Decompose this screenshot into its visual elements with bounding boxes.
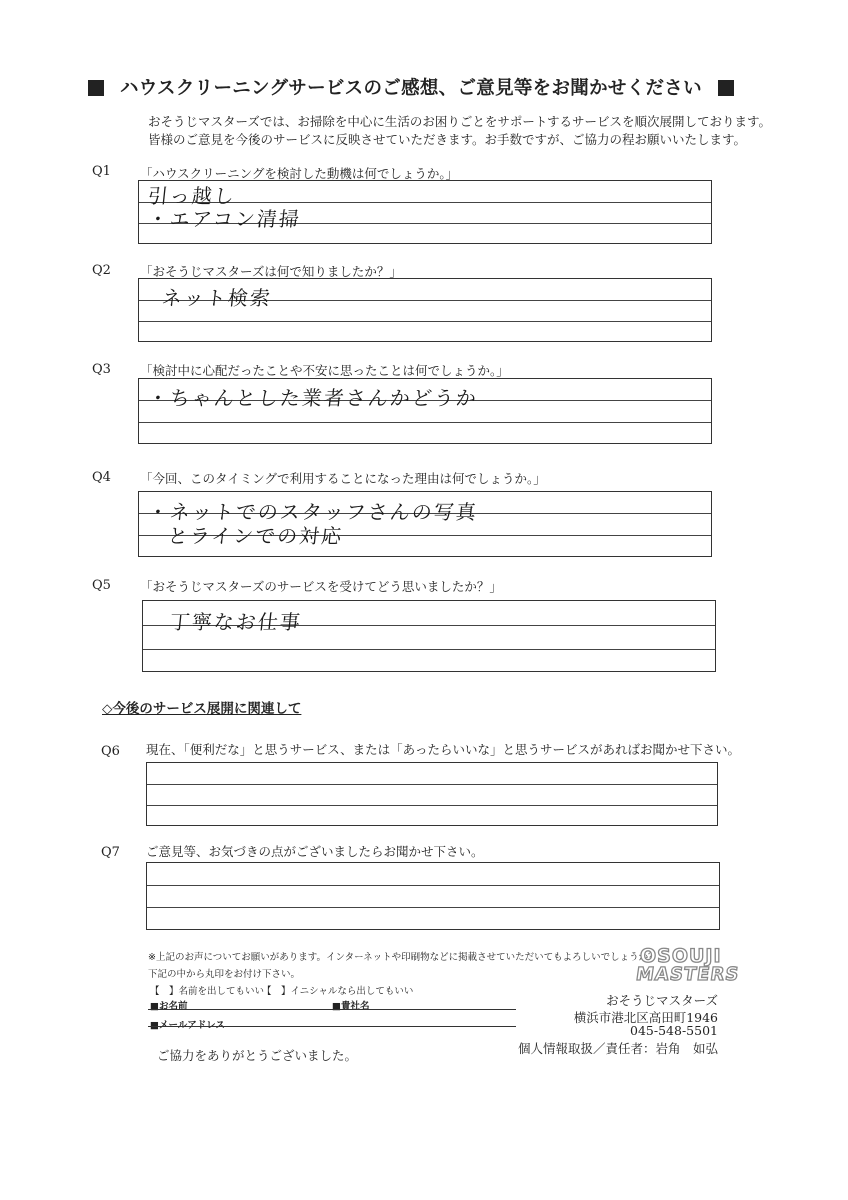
company-phone: 045-548-5501 [630, 1023, 718, 1038]
q7-text: ご意見等、お気づきの点がございましたらお聞かせ下さい。 [146, 844, 484, 859]
q2-handwritten-answer-1: ネット検索 [160, 286, 274, 310]
company-address: 横浜市港北区高田町1946 [573, 1010, 718, 1025]
q5-handwritten-answer-1: 丁寧なお仕事 [168, 610, 304, 634]
email-label: ■メールアドレス [150, 1020, 226, 1031]
q2-text: 「おそうじマスターズは何で知りましたか？」 [140, 264, 402, 279]
instruction-note: 下記の中から丸印をお付け下さい。 [148, 969, 301, 980]
page-title [88, 74, 788, 104]
section-heading: ◇今後のサービス展開に関連して [102, 701, 302, 717]
answer-line [139, 422, 711, 423]
logo-line-1: OSOUJI [640, 945, 722, 967]
q6-answer-box[interactable] [146, 762, 718, 826]
name-field[interactable] [148, 1009, 516, 1010]
title-text: ハウスクリーニングサービスのご感想、ご意見等をお聞かせください [120, 78, 702, 99]
q5-text: 「おそうじマスターズのサービスを受けてどう思いましたか？」 [140, 579, 502, 594]
q6-number: Q6 [101, 744, 120, 759]
answer-line [147, 907, 719, 908]
name-label: ■お名前 [150, 1001, 188, 1012]
q4-text: 「今回、このタイミングで利用することになった理由は何でしょうか。」 [140, 471, 546, 486]
company-logo [634, 945, 741, 987]
q3-text: 「検討中に心配だったことや不安に思ったことは何でしょうか。」 [140, 363, 509, 378]
q1-handwritten-answer-2: ・エアコン清掃 [146, 207, 303, 231]
answer-line [147, 805, 717, 806]
intro-line-1: おそうじマスターズでは、お掃除を中心に生活のお困りごとをサポートするサービスを順次展開しております。 [148, 114, 772, 129]
intro-line-2: 皆様のご意見を今後のサービスに反映させていただきます。お手数ですが、ご協力の程お願いいたします。 [148, 132, 747, 147]
q4-handwritten-answer-2: とラインでの対応 [166, 524, 345, 548]
answer-line [147, 784, 717, 785]
company-label: ■貴社名 [332, 1001, 370, 1012]
q3-number: Q3 [92, 362, 111, 377]
q4-number: Q4 [92, 470, 111, 485]
answer-line [147, 885, 719, 886]
q7-number: Q7 [101, 845, 120, 860]
q1-number: Q1 [92, 164, 111, 179]
q1-handwritten-answer-1: 引っ越し [146, 184, 238, 208]
q5-number: Q5 [92, 578, 111, 593]
privacy-officer: 個人情報取扱／責任者：岩角 如弘 [517, 1041, 718, 1056]
q3-handwritten-answer-1: ・ちゃんとした業者さんかどうか [146, 386, 480, 410]
logo-line-2: MASTERS [634, 964, 741, 985]
option-full-name[interactable]: 【 】名前を出してもいい [150, 986, 265, 997]
email-field[interactable] [148, 1026, 516, 1027]
q6-text: 現在、「便利だな」と思うサービス、または「あったらいいな」と思うサービスがあればお聞かせ下さい。 [146, 742, 741, 757]
q2-number: Q2 [92, 263, 111, 278]
publication-note: ※上記のお声についてお願いがあります。インターネットや印刷物などに掲載させていただいてもよろしいでしょうか？ [148, 952, 658, 963]
q7-answer-box[interactable] [146, 862, 720, 930]
black-square-icon [718, 80, 734, 96]
option-initials[interactable]: 【 】イニシャルなら出してもいい [262, 986, 414, 997]
company-name: おそうじマスターズ [606, 993, 718, 1008]
black-square-icon [88, 80, 104, 96]
answer-line [139, 321, 711, 322]
thanks-text: ご協力をありがとうございました。 [157, 1048, 358, 1063]
answer-line [143, 649, 715, 650]
q4-handwritten-answer-1: ・ネットでのスタッフさんの写真 [146, 500, 480, 524]
q1-text: 「ハウスクリーニングを検討した動機は何でしょうか。」 [140, 166, 459, 181]
